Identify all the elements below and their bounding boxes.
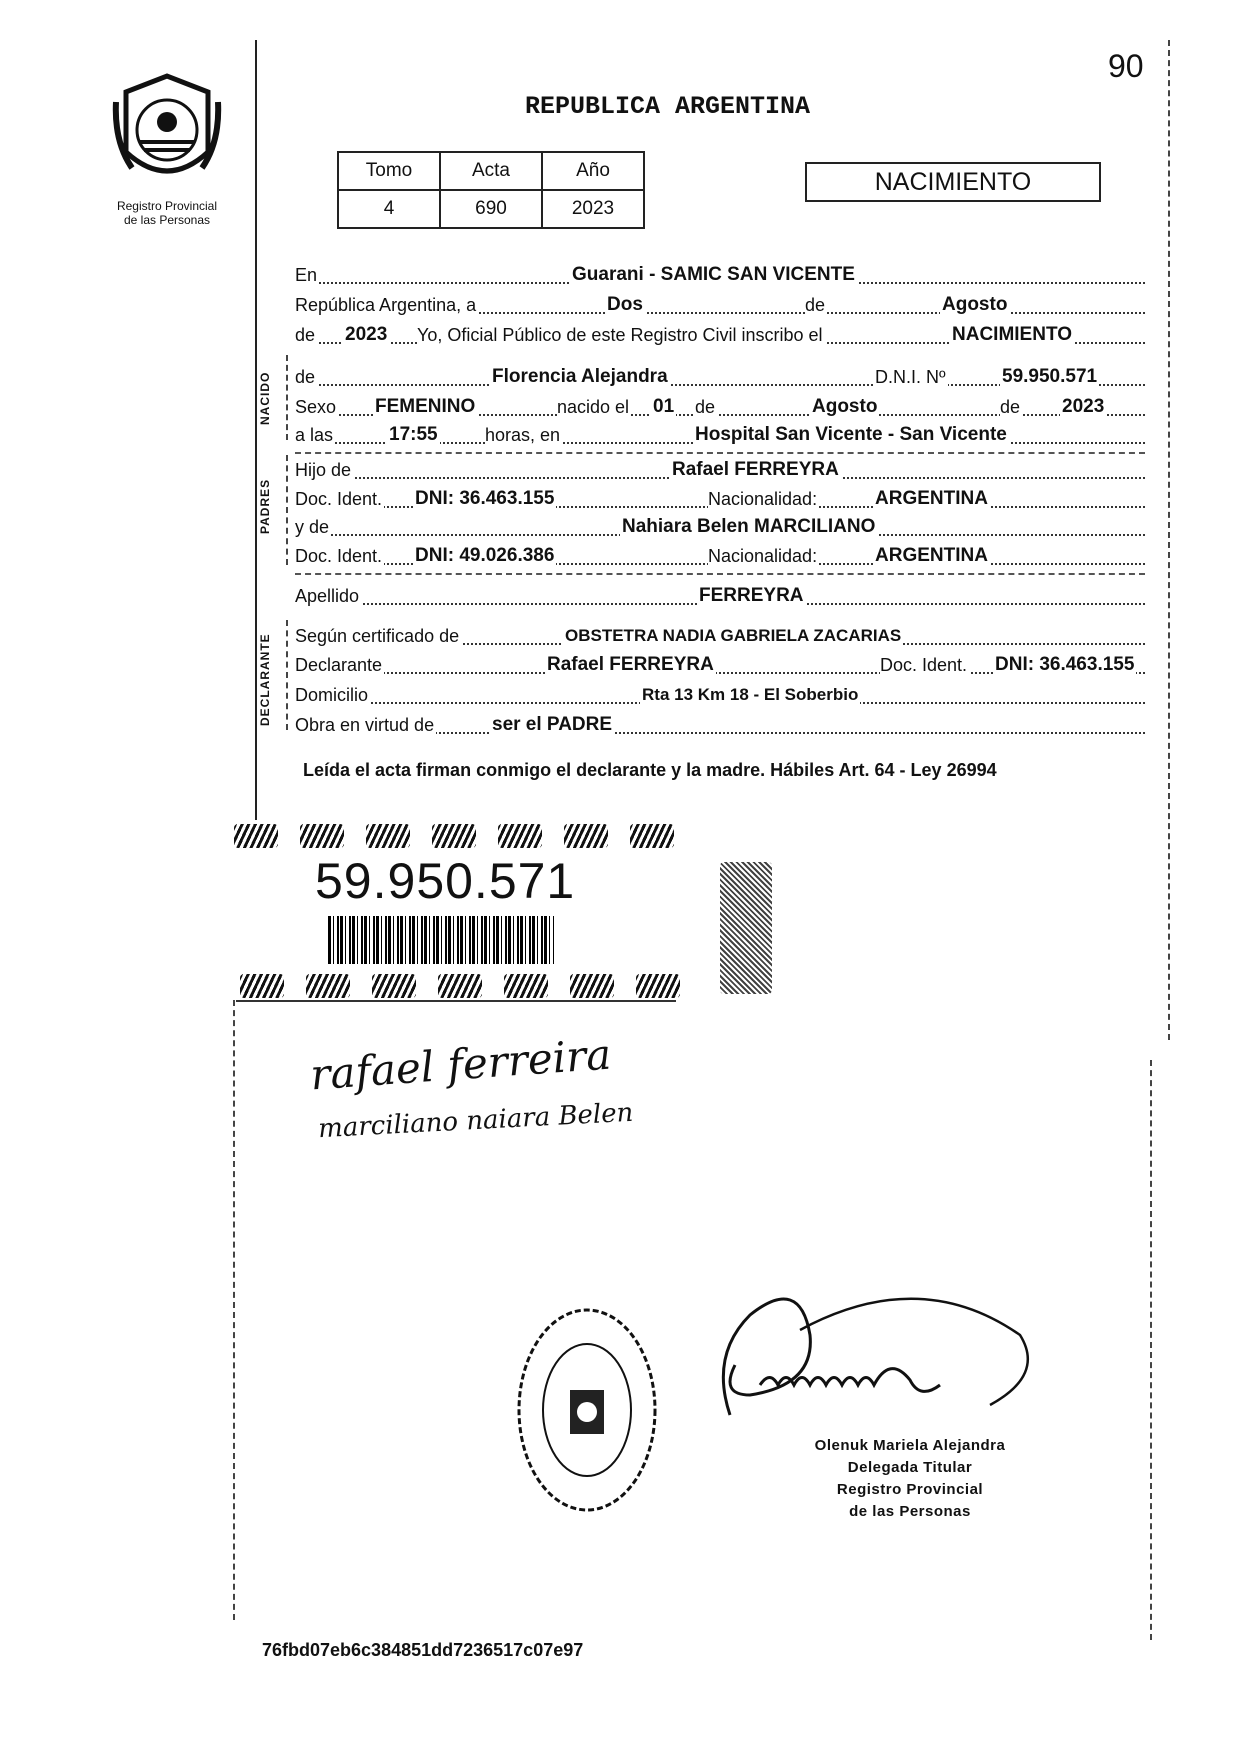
value-sexo: FEMENINO [373,394,477,420]
row-apellido [295,583,1145,609]
row-year [295,322,1145,348]
row-en [295,262,1145,288]
padres-rule [286,455,288,565]
right-border-lower [1150,1060,1152,1640]
handwritten-signature-2: marciliano naiara Belen [317,1097,635,1145]
declarante-rule [286,620,288,730]
stamp-icon [512,1300,662,1520]
value-nac-madre: ARGENTINA [873,543,990,569]
value-anio-nac: 2023 [1060,394,1106,420]
row-padre [295,457,1145,483]
value-year: 2023 [343,322,389,348]
value-dia: Dos [605,292,645,318]
row-republica [295,292,1145,318]
official-stamp [512,1300,662,1525]
handwritten-signature-1: rafael ferreira [308,1029,613,1100]
official-signature [690,1275,1050,1445]
header-acta: Acta [440,152,542,190]
row-sexo [295,394,1145,420]
label-doc-declarante: Doc. Ident. [880,652,969,678]
separator-2 [295,573,1145,575]
closing-note: Leída el acta firman conmigo el declarante y la madre. Hábiles Art. 64 - Ley 26994 [303,760,997,780]
value-domicilio: Rta 13 Km 18 - El Soberbio [640,682,860,708]
value-madre: Nahiara Belen MARCILIANO [620,514,877,540]
value-lugar: Guarani - SAMIC SAN VICENTE [570,262,857,288]
official-block [780,1435,1040,1523]
section-label-padres: PADRES [258,478,272,534]
value-obra: ser el PADRE [490,712,614,738]
label-horas-en: horas, en [485,422,562,448]
official-role: Delegada Titular [847,1459,973,1476]
misiones-seal-icon [112,72,222,190]
label-apellido: Apellido [295,583,361,609]
value-declarante: Rafael FERREYRA [545,652,716,678]
value-nombre: Florencia Alejandra [490,364,670,390]
value-dia-nac: 01 [651,394,676,420]
value-hora: 17:55 [387,422,440,448]
value-lugar-nac: Hospital San Vicente - San Vicente [693,422,1009,448]
value-mes: Agosto [940,292,1009,318]
value-tipo: NACIMIENTO [950,322,1074,348]
label-de-nombre: de [295,364,317,390]
logo-caption-2: de las Personas [123,213,211,227]
security-stripe-top [234,824,674,848]
logo [92,72,242,227]
separator-1 [295,452,1145,454]
label-declarante: Declarante [295,652,384,678]
left-border [255,40,257,820]
section-label-nacido: NACIDO [258,371,272,425]
label-en: En [295,262,319,288]
label-certificado: Según certificado de [295,623,461,649]
record-type-box: NACIMIENTO [805,162,1101,202]
label-de-anio: de [1000,394,1022,420]
label-de: de [805,292,827,318]
label-de-mes: de [695,394,717,420]
value-tomo: 4 [338,190,440,228]
id-number: 59.950.571 [315,853,576,909]
label-dni: D.N.I. Nº [875,364,948,390]
label-nac-madre: Nacionalidad: [708,543,819,569]
label-hijo-de: Hijo de [295,457,353,483]
label-y-de: y de [295,514,331,540]
value-apellido: FERREYRA [697,583,806,609]
label-de-year: de [295,322,317,348]
label-doc-padre: Doc. Ident. [295,486,384,512]
value-nac-padre: ARGENTINA [873,486,990,512]
label-doc-madre: Doc. Ident. [295,543,384,569]
value-mes-nac: Agosto [810,394,879,420]
label-a-las: a las [295,422,335,448]
value-doc-padre: DNI: 36.463.155 [413,486,556,512]
stub-top-rule [236,1000,676,1002]
official-office-2: de las Personas [849,1503,971,1520]
row-declarante [295,652,1145,678]
page-title: REPUBLICA ARGENTINA [525,92,811,121]
label-sexo: Sexo [295,394,338,420]
label-nac-padre: Nacionalidad: [708,486,819,512]
hologram-icon [720,862,772,994]
label-republica: República Argentina, a [295,292,478,318]
section-label-declarante: DECLARANTE [258,633,272,726]
row-hora [295,422,1145,448]
page-number: 90 [1108,48,1144,84]
value-doc-declarante: DNI: 36.463.155 [993,652,1136,678]
label-obra: Obra en virtud de [295,712,436,738]
label-domicilio: Domicilio [295,682,370,708]
row-nombre [295,364,1145,390]
official-name: Olenuk Mariela Alejandra [814,1437,1006,1454]
left-border-lower [233,1000,235,1620]
barcode [328,916,554,964]
security-stripe-bottom [240,974,680,998]
row-padre-doc [295,486,1145,512]
label-nacido: nacido el [557,394,631,420]
value-doc-madre: DNI: 49.026.386 [413,543,556,569]
document-hash: 76fbd07eb6c384851dd7236517c07e97 [262,1640,584,1660]
label-oficial: Yo, Oficial Público de este Registro Civil inscribo el [417,322,825,348]
row-domicilio [295,682,1145,708]
logo-caption-1: Registro Provincial [116,199,218,213]
value-padre: Rafael FERREYRA [670,457,841,483]
right-border [1168,40,1170,1040]
record-table [337,151,645,229]
value-acta: 690 [440,190,542,228]
row-obra [295,712,1145,738]
row-certificado [295,623,1145,649]
value-certificado: OBSTETRA NADIA GABRIELA ZACARIAS [563,623,903,649]
header-ano: Año [542,152,644,190]
row-madre [295,514,1145,540]
official-office-1: Registro Provincial [836,1481,984,1498]
header-tomo: Tomo [338,152,440,190]
value-dni: 59.950.571 [1000,364,1099,390]
value-ano: 2023 [542,190,644,228]
nacido-rule [286,355,288,440]
row-madre-doc [295,543,1145,569]
